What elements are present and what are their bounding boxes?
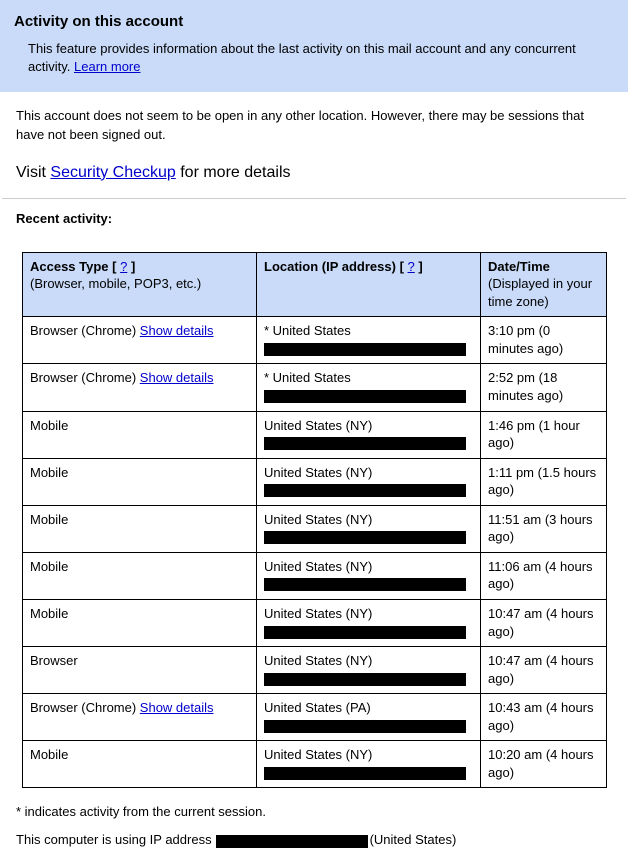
activity-row (23, 647, 607, 694)
ip-address-redaction-bar (216, 835, 368, 848)
datetime-text: 3:10 pm (0 minutes ago) (488, 323, 564, 356)
column-header-label: Access Type (30, 258, 109, 274)
access-type-text: Browser (Chrome) (30, 323, 140, 339)
location-text: United States (NY) (264, 605, 373, 621)
activity-table-header-row (23, 252, 607, 317)
access-type-cell (23, 364, 257, 411)
session-status-text: This account does not seem to be open in any other location. However, there may be sessions that have not been signed out. (16, 108, 584, 142)
location-text: United States (NY) (264, 653, 373, 669)
access-type-text: Browser (Chrome) (30, 700, 140, 716)
datetime-text: 10:47 am (4 hours ago) (488, 605, 594, 639)
ip-suffix-text: (United States) (369, 832, 457, 848)
access-type-text: Mobile (30, 511, 69, 527)
access-type-text: Mobile (30, 417, 69, 433)
activity-row (23, 317, 607, 364)
datetime-cell (481, 411, 607, 458)
activity-table-head (23, 252, 607, 317)
access-type-cell (23, 411, 257, 458)
access-type-cell (23, 505, 257, 552)
location-cell (257, 599, 481, 646)
activity-row (23, 741, 607, 788)
column-header-label: Date/Time (488, 258, 550, 274)
help-bracket: [ (108, 258, 121, 274)
location-text: * United States (264, 370, 351, 386)
location-cell (257, 694, 481, 741)
info-banner (0, 0, 628, 92)
activity-row (23, 364, 607, 411)
ip-address-redaction-bar (264, 343, 466, 356)
activity-row (23, 505, 607, 552)
access-type-text: Mobile (30, 558, 69, 574)
location-cell (257, 505, 481, 552)
datetime-text: 10:43 am (4 hours ago) (488, 700, 594, 733)
datetime-text: 10:47 am (4 hours ago) (488, 653, 594, 686)
ip-address-redaction-bar (264, 390, 466, 403)
activity-row (23, 458, 607, 505)
column-header-subtext: (Browser, mobile, POP3, etc.) (30, 276, 202, 292)
access-type-cell (23, 647, 257, 694)
this-computer-ip-line (16, 832, 612, 847)
datetime-text: 10:20 am (4 hours ago) (488, 747, 594, 780)
activity-row (23, 411, 607, 458)
activity-table-body (23, 317, 607, 788)
access-type-text: Mobile (30, 747, 69, 763)
access-type-cell (23, 552, 257, 599)
help-bracket: ] (414, 258, 423, 274)
page-title: Activity on this account (14, 13, 184, 30)
location-text: United States (NY) (264, 747, 373, 763)
location-cell (257, 741, 481, 788)
datetime-text: 2:52 pm (18 minutes ago) (488, 370, 564, 404)
column-header (257, 252, 481, 317)
ip-address-redaction-bar (264, 437, 466, 450)
access-type-text: Browser (30, 653, 78, 669)
access-type-text: Mobile (30, 605, 69, 621)
location-text: United States (NY) (264, 511, 373, 527)
location-text: United States (NY) (264, 417, 373, 433)
ip-address-redaction-bar (264, 578, 466, 591)
show-details-link[interactable]: Show details (139, 370, 214, 386)
help-bracket: [ (395, 258, 408, 274)
section-divider (2, 198, 626, 199)
location-cell (257, 411, 481, 458)
ip-address-redaction-bar (264, 531, 466, 544)
column-header-subtext: (Displayed in your time zone) (488, 276, 593, 309)
datetime-cell (481, 552, 607, 599)
column-header (23, 252, 257, 317)
datetime-cell (481, 505, 607, 552)
location-text: United States (NY) (264, 558, 373, 574)
ip-address-redaction-bar (264, 484, 466, 497)
location-cell (257, 364, 481, 411)
ip-address-redaction-bar (264, 673, 466, 686)
activity-row (23, 599, 607, 646)
datetime-text: 1:46 pm (1 hour ago) (488, 417, 580, 451)
security-checkup-link[interactable]: Security Checkup (50, 163, 176, 181)
location-cell (257, 552, 481, 599)
datetime-cell (481, 647, 607, 694)
visit-suffix: for more details (175, 163, 291, 181)
ip-address-redaction-bar (264, 626, 466, 639)
access-type-text: Mobile (30, 464, 69, 480)
location-text: * United States (264, 323, 351, 339)
help-bracket: ] (127, 258, 136, 274)
learn-more-link[interactable]: Learn more (74, 59, 141, 75)
activity-row (23, 552, 607, 599)
location-cell (257, 317, 481, 364)
current-session-note: * indicates activity from the current session. (16, 804, 266, 820)
datetime-cell (481, 741, 607, 788)
datetime-cell (481, 599, 607, 646)
security-checkup-line (16, 164, 612, 182)
datetime-text: 1:11 pm (1.5 hours ago) (488, 464, 597, 498)
datetime-text: 11:51 am (3 hours ago) (488, 511, 593, 545)
recent-activity-label: Recent activity: (16, 210, 113, 226)
access-type-cell (23, 599, 257, 646)
activity-row (23, 694, 607, 741)
datetime-cell (481, 694, 607, 741)
datetime-cell (481, 458, 607, 505)
ip-address-redaction-bar (264, 767, 466, 780)
access-type-cell (23, 458, 257, 505)
visit-prefix: Visit (16, 163, 51, 181)
column-header (481, 252, 607, 317)
location-cell (257, 647, 481, 694)
ip-address-redaction-bar (264, 720, 466, 733)
banner-description (28, 40, 603, 76)
datetime-text: 11:06 am (4 hours ago) (488, 558, 593, 592)
show-details-link[interactable]: Show details (139, 700, 214, 716)
location-text: United States (PA) (264, 700, 371, 716)
show-details-link[interactable]: Show details (139, 323, 214, 339)
datetime-cell (481, 364, 607, 411)
datetime-cell (481, 317, 607, 364)
access-type-text: Browser (Chrome) (30, 370, 140, 386)
access-type-cell (23, 741, 257, 788)
column-header-label: Location (IP address) (264, 258, 396, 274)
access-type-cell (23, 694, 257, 741)
ip-prefix-text: This computer is using IP address (16, 832, 212, 848)
help-link[interactable]: ? (120, 258, 128, 274)
activity-table (22, 252, 607, 789)
location-cell (257, 458, 481, 505)
help-link[interactable]: ? (407, 258, 415, 274)
banner-description-text: This feature provides information about the last activity on this mail account and any concurrent activity. (28, 41, 576, 75)
location-text: United States (NY) (264, 464, 373, 480)
access-type-cell (23, 317, 257, 364)
